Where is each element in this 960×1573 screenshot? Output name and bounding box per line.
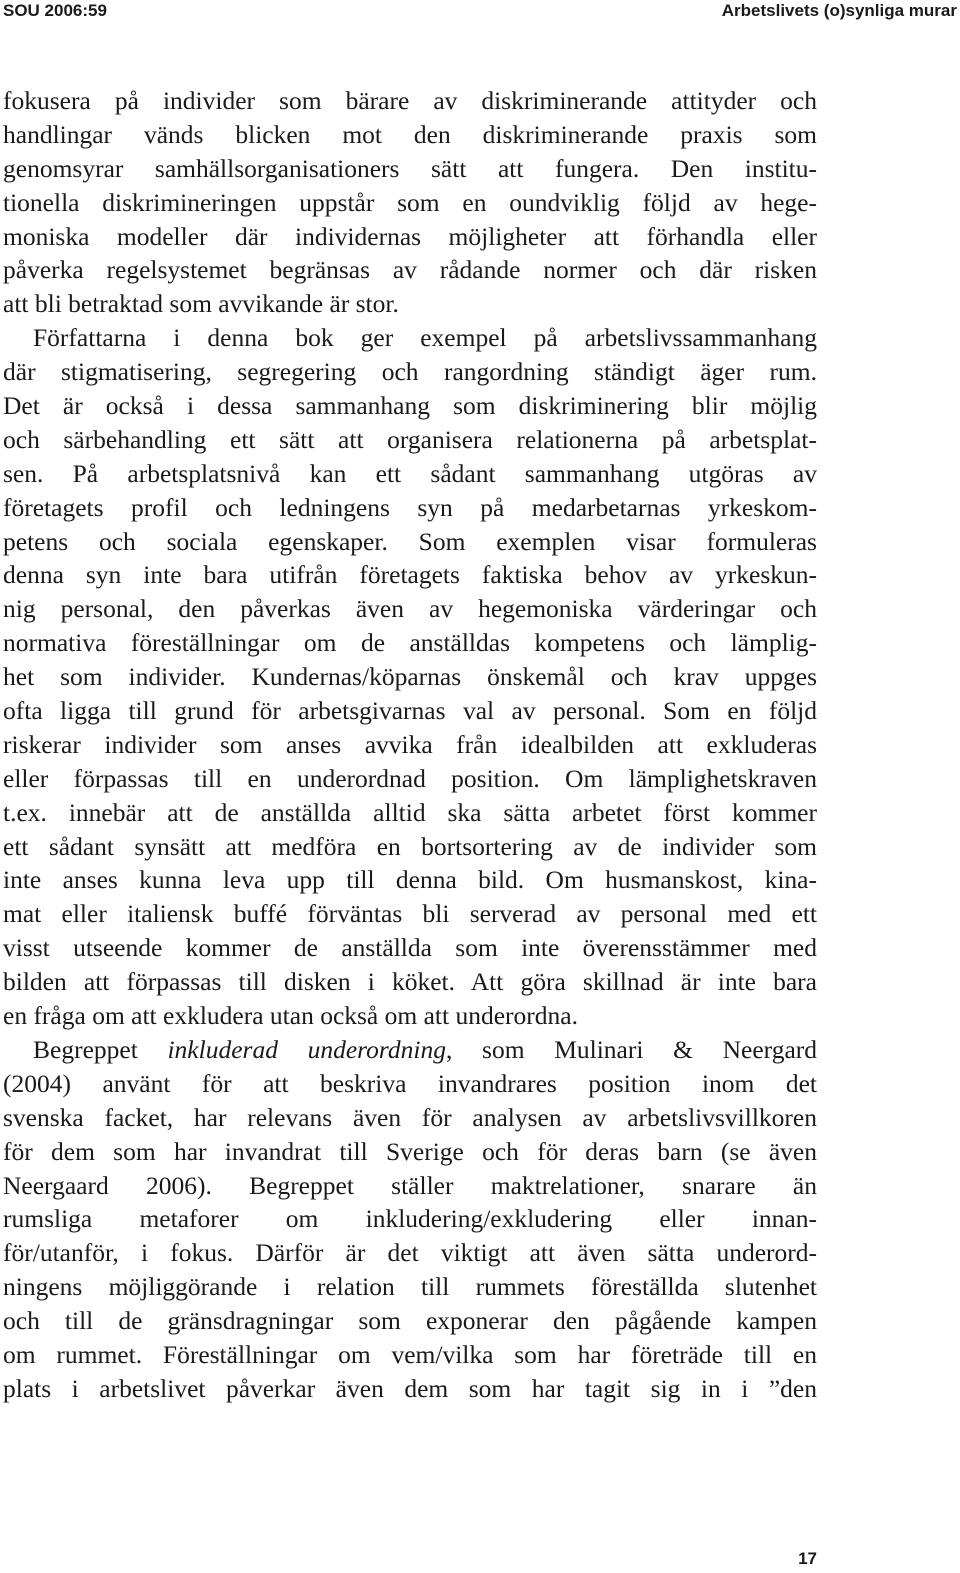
text-line: tionella diskrimineringen uppstår som en oundviklig följd av hege- <box>3 187 817 217</box>
text-line: Neergaard 2006). Begreppet ställer maktrelationer, snarare än <box>3 1170 817 1200</box>
text-line: normativa föreställningar om de anställdas kompetens och lämplig- <box>3 628 817 658</box>
text-line: fokusera på individer som bärare av diskriminerande attityder och <box>3 86 817 115</box>
text-line: bilden att förpassas till disken i köket. Att göra skillnad är inte bara <box>3 967 817 997</box>
text-line: för dem som har invandrat till Sverige och för deras barn (se även <box>3 1136 817 1166</box>
text-line: petens och sociala egenskaper. Som exemplen visar formuleras <box>3 526 817 556</box>
page-number: 17 <box>798 1549 817 1568</box>
text-line: om rummet. Föreställningar om vem/vilka som har företräde till en <box>3 1339 817 1369</box>
text-segment: Begreppet <box>33 1034 168 1064</box>
text-line: och till de gränsdragningar som exponerar den pågående kampen <box>3 1306 817 1336</box>
text-line: denna syn inte bara utifrån företagets faktiska behov av yrkeskun- <box>3 560 817 590</box>
running-header <box>0 0 960 22</box>
text-line: rumsliga metaforer om inkludering/exkludering eller innan- <box>3 1204 817 1234</box>
text-line: svenska facket, har relevans även för analysen av arbetslivsvillkoren <box>3 1102 817 1132</box>
text-line: inte anses kunna leva upp till denna bild. Om husmanskost, kina- <box>3 865 817 895</box>
text-line: och särbehandling ett sätt att organisera relationerna på arbetsplat- <box>3 424 817 454</box>
document-id: SOU 2006:59 <box>3 1 107 20</box>
text-line: företagets profil och ledningens syn på medarbetarnas yrkeskom- <box>3 492 817 522</box>
body-text <box>3 84 817 1406</box>
text-line: påverka regelsystemet begränsas av rådande normer och där risken <box>3 255 817 285</box>
text-line: (2004) använt för att beskriva invandrares position inom det <box>3 1068 817 1098</box>
text-line: Författarna i denna bok ger exempel på arbetslivssammanhang <box>33 323 817 353</box>
text-line: ningens möjliggörande i relation till rummets föreställda slutenhet <box>3 1272 817 1302</box>
text-line: ett sådant synsätt att medföra en bortsortering av de individer som <box>3 831 817 861</box>
text-line: att bli betraktad som avvikande är stor. <box>3 289 399 319</box>
text-line: eller förpassas till en underordnad position. Om lämplighetskraven <box>3 763 817 793</box>
text-line: för/utanför, i fokus. Därför är det viktigt att även sätta underord- <box>3 1238 817 1268</box>
text-line: plats i arbetslivet påverkar även dem som har tagit sig in i ”den <box>3 1373 817 1403</box>
text-line: genomsyrar samhällsorganisationers sätt att fungera. Den institu- <box>3 153 817 183</box>
text-line: mat eller italiensk buffé förväntas bli serverad av personal med ett <box>3 899 817 929</box>
text-line: t.ex. innebär att de anställda alltid ska sätta arbetet först kommer <box>3 797 817 827</box>
text-line: riskerar individer som anses avvika från idealbilden att exkluderas <box>3 729 817 759</box>
text-line: Det är också i dessa sammanhang som diskriminering blir möjlig <box>3 391 817 421</box>
chapter-title: Arbetslivets (o)synliga murar <box>721 1 957 20</box>
text-segment: , som Mulinari & Neergard <box>445 1034 817 1064</box>
text-line: sen. På arbetsplatsnivå kan ett sådant sammanhang utgöras av <box>3 458 817 488</box>
italic-term: inkluderad underordning <box>167 1034 446 1064</box>
text-line: visst utseende kommer de anställda som inte överensstämmer med <box>3 933 817 963</box>
text-line: ofta ligga till grund för arbetsgivarnas val av personal. Som en följd <box>3 696 817 726</box>
text-line: en fråga om att exkludera utan också om att underordna. <box>3 1001 578 1031</box>
text-line: het som individer. Kundernas/köparnas önskemål och krav uppges <box>3 662 817 692</box>
text-line <box>3 1033 817 1067</box>
text-line: moniska modeller där individernas möjligheter att förhandla eller <box>3 221 817 251</box>
text-line: nig personal, den påverkas även av hegemoniska värderingar och <box>3 594 817 624</box>
text-line: där stigmatisering, segregering och rangordning ständigt äger rum. <box>3 357 817 387</box>
text-line: handlingar vänds blicken mot den diskriminerande praxis som <box>3 119 817 149</box>
